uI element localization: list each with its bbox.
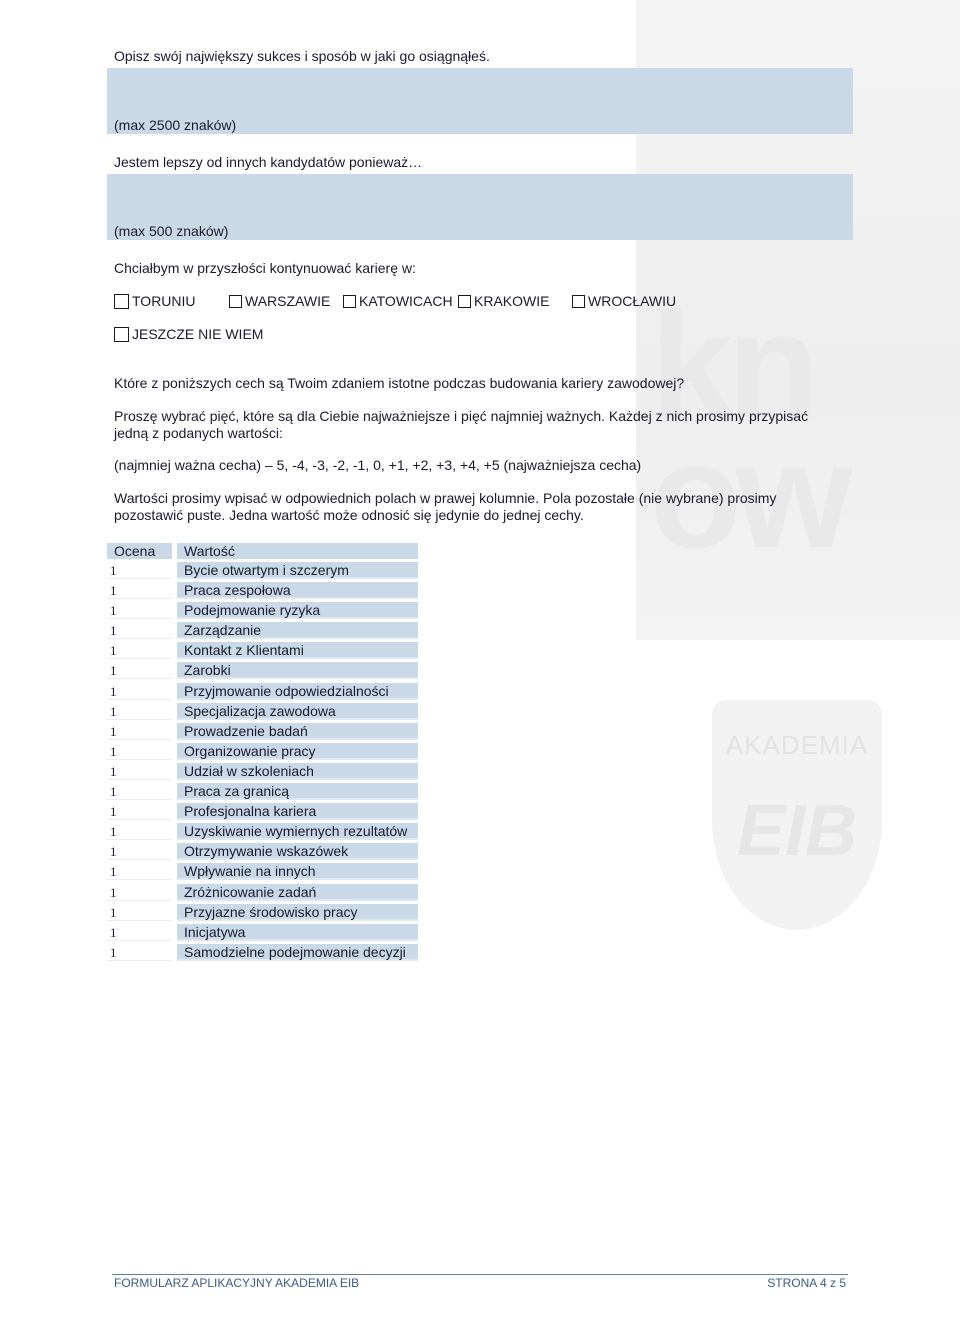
table-header xyxy=(107,543,418,559)
table-row xyxy=(107,680,418,700)
score-input[interactable]: 1 xyxy=(107,844,172,860)
table-row xyxy=(107,800,418,820)
traits-table xyxy=(107,543,418,961)
city-label: TORUNIU xyxy=(132,293,196,309)
checkbox-icon[interactable] xyxy=(458,295,471,308)
table-row xyxy=(107,599,418,619)
trait-label: Zarządzanie xyxy=(177,622,418,639)
score-input[interactable]: 1 xyxy=(107,804,172,820)
score-input[interactable]: 1 xyxy=(107,583,172,599)
table-row xyxy=(107,881,418,901)
city-label: KRAKOWIE xyxy=(474,293,550,309)
score-input[interactable]: 1 xyxy=(107,784,172,800)
trait-label: Organizowanie pracy xyxy=(177,743,418,760)
success-limit: (max 2500 znaków) xyxy=(114,117,237,133)
score-input[interactable]: 1 xyxy=(107,885,172,901)
table-row xyxy=(107,860,418,880)
score-input[interactable]: 1 xyxy=(107,724,172,740)
traits-instruction: Proszę wybrać pięć, które są dla Ciebie najważniejsze i pięć najmniej ważnych. Każdej z nich prosimy przypisać jedną z podanych wartości: xyxy=(114,408,809,441)
checkbox-icon[interactable] xyxy=(229,295,242,308)
trait-label: Praca zespołowa xyxy=(177,582,418,599)
city-option-torun[interactable] xyxy=(114,293,196,309)
city-label: KATOWICACH xyxy=(359,293,453,309)
city-option-warszawa[interactable] xyxy=(229,293,330,309)
table-row xyxy=(107,659,418,679)
success-question: Opisz swój największy sukces i sposób w jaki go osiągnąłeś. xyxy=(114,48,490,64)
score-input[interactable]: 1 xyxy=(107,603,172,619)
score-input[interactable]: 1 xyxy=(107,744,172,760)
score-input[interactable]: 1 xyxy=(107,905,172,921)
trait-label: Prowadzenie badań xyxy=(177,723,418,740)
table-row xyxy=(107,840,418,860)
score-input[interactable]: 1 xyxy=(107,945,172,961)
trait-label: Praca za granicą xyxy=(177,783,418,800)
score-input[interactable]: 1 xyxy=(107,684,172,700)
trait-label: Zarobki xyxy=(177,662,418,679)
table-row xyxy=(107,700,418,720)
table-row xyxy=(107,820,418,840)
trait-label: Przyjmowanie odpowiedzialności xyxy=(177,683,418,700)
checkbox-icon[interactable] xyxy=(572,295,585,308)
trait-label: Udział w szkoleniach xyxy=(177,763,418,780)
table-row xyxy=(107,901,418,921)
table-row xyxy=(107,760,418,780)
table-row xyxy=(107,740,418,760)
trait-label: Bycie otwartym i szczerym xyxy=(177,562,418,579)
city-question: Chciałbym w przyszłości kontynuować karierę w: xyxy=(114,260,416,276)
checkbox-icon[interactable] xyxy=(114,327,129,342)
checkbox-icon[interactable] xyxy=(114,294,129,309)
table-row xyxy=(107,639,418,659)
watermark-shield-logo: EIB xyxy=(736,791,858,871)
table-row xyxy=(107,559,418,579)
trait-label: Wpływanie na innych xyxy=(177,863,418,880)
city-label: WROCŁAWIU xyxy=(588,293,677,309)
better-limit: (max 500 znaków) xyxy=(114,223,229,239)
header-value: Wartość xyxy=(177,543,418,559)
score-input[interactable]: 1 xyxy=(107,704,172,720)
table-row xyxy=(107,780,418,800)
table-row xyxy=(107,579,418,599)
score-input[interactable]: 1 xyxy=(107,824,172,840)
table-row xyxy=(107,921,418,941)
trait-label: Otrzymywanie wskazówek xyxy=(177,843,418,860)
footer-divider xyxy=(112,1274,848,1275)
table-body xyxy=(107,559,418,961)
watermark-shield-title: AKADEMIA xyxy=(725,730,869,760)
city-option-wroclaw[interactable] xyxy=(572,293,676,309)
score-input[interactable]: 1 xyxy=(107,764,172,780)
better-question: Jestem lepszy od innych kandydatów ponieważ… xyxy=(114,154,423,170)
score-input[interactable]: 1 xyxy=(107,643,172,659)
table-row xyxy=(107,720,418,740)
watermark-word: kn ow xyxy=(650,281,847,579)
footer-title: FORMULARZ APLIKACYJNY AKADEMIA EIB xyxy=(114,1276,360,1290)
table-row xyxy=(107,941,418,961)
city-label: JESZCZE NIE WIEM xyxy=(132,326,264,342)
trait-label: Specjalizacja zawodowa xyxy=(177,703,418,720)
table-row xyxy=(107,619,418,639)
score-input[interactable]: 1 xyxy=(107,925,172,941)
score-input[interactable]: 1 xyxy=(107,623,172,639)
city-label: WARSZAWIE xyxy=(245,293,331,309)
traits-note: Wartości prosimy wpisać w odpowiednich polach w prawej kolumnie. Pola pozostałe (nie wybrane) prosimy pozostawić puste. Jedna wartość może odnosić się jedynie do jednej cechy. xyxy=(114,490,777,523)
traits-question: Które z poniższych cech są Twoim zdaniem istotne podczas budowania kariery zawodowej? xyxy=(114,375,685,391)
city-option-unsure[interactable] xyxy=(114,326,263,342)
trait-label: Kontakt z Klientami xyxy=(177,642,418,659)
score-input[interactable]: 1 xyxy=(107,563,172,579)
trait-label: Uzyskiwanie wymiernych rezultatów xyxy=(177,823,418,840)
trait-label: Podejmowanie ryzyka xyxy=(177,602,418,619)
trait-label: Profesjonalna kariera xyxy=(177,803,418,820)
city-option-katowice[interactable] xyxy=(343,293,453,309)
page-number: STRONA 4 z 5 xyxy=(767,1276,846,1290)
trait-label: Zróżnicowanie zadań xyxy=(177,884,418,901)
checkbox-icon[interactable] xyxy=(343,295,356,308)
trait-label: Przyjazne środowisko pracy xyxy=(177,904,418,921)
trait-label: Inicjatywa xyxy=(177,924,418,941)
score-input[interactable]: 1 xyxy=(107,864,172,880)
city-option-krakow[interactable] xyxy=(458,293,549,309)
traits-scale: (najmniej ważna cecha) – 5, -4, -3, -2, -1, 0, +1, +2, +3, +4, +5 (najważniejsza cecha) xyxy=(114,457,642,473)
score-input[interactable]: 1 xyxy=(107,663,172,679)
trait-label: Samodzielne podejmowanie decyzji xyxy=(177,944,418,961)
header-score: Ocena xyxy=(107,543,172,559)
